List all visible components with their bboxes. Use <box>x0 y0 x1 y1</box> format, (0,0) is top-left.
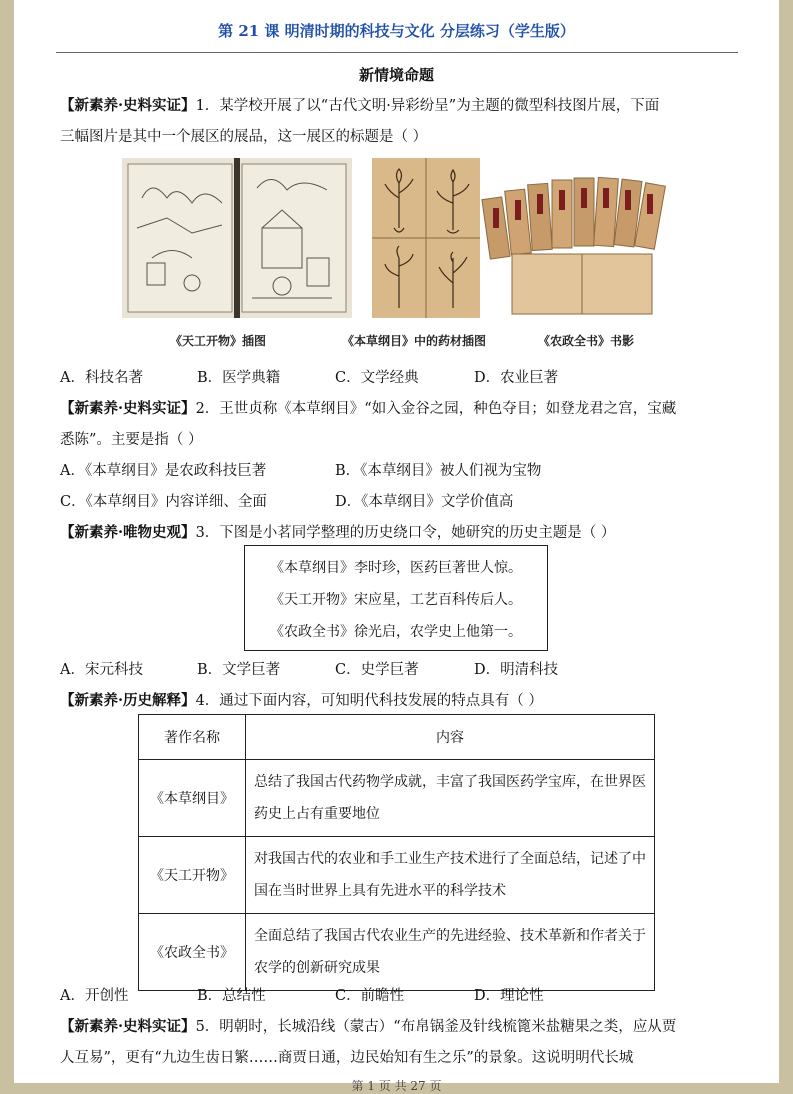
table-header-row <box>139 715 655 760</box>
q5-tag: 【新素养·史料实证】 <box>60 1018 196 1035</box>
image-caption-1: 《天工开物》插图 <box>170 334 267 348</box>
herb-illustration <box>372 158 480 318</box>
poem-line-3: 《农政全书》徐光启，农学史上他第一。 <box>270 624 522 640</box>
q1-line1 <box>60 94 659 115</box>
q1-option-d[interactable]: D．农业巨著 <box>474 370 559 386</box>
page-number: 第 1 页 共 27 页 <box>351 1079 442 1093</box>
works-table <box>138 714 655 991</box>
q2-option-b[interactable]: B．《本草纲目》被人们视为宝物 <box>335 463 542 479</box>
q4-option-b[interactable]: B．总结性 <box>197 988 266 1004</box>
table-row <box>139 914 655 991</box>
table-cell-name: 《本草纲目》 <box>139 760 246 837</box>
image-caption-3: 《农政全书》书影 <box>538 334 635 348</box>
poem-line-1: 《本草纲目》李时珍，医药巨著世人惊。 <box>270 560 522 576</box>
q2-option-d[interactable]: D．《本草纲目》文学价值高 <box>335 494 514 510</box>
q4-tag: 【新素养·历史解释】 <box>60 692 196 709</box>
table-header-content: 内容 <box>246 715 655 760</box>
q1-option-c[interactable]: C．文学经典 <box>335 370 419 386</box>
nongzheng-quanshu-book-photo <box>482 158 674 318</box>
table-header-name: 著作名称 <box>139 715 246 760</box>
q3-text1: 3．下图是小茗同学整理的历史绕口令，她研究的历史主题是（ ） <box>195 525 616 541</box>
q1-option-b[interactable]: B．医学典籍 <box>197 370 281 386</box>
header-divider <box>56 52 738 53</box>
poem-line-2: 《天工开物》宋应星，工艺百科传后人。 <box>270 592 522 608</box>
q3-option-d[interactable]: D．明清科技 <box>474 662 559 678</box>
q4-options <box>60 984 544 1005</box>
worksheet-page <box>14 0 779 1093</box>
q2-tag: 【新素养·史料实证】 <box>60 400 196 417</box>
q4-option-d[interactable]: D．理论性 <box>474 988 544 1004</box>
q1-line2: 三幅图片是其中一个展区的展品，这一展区的标题是（ ） <box>60 129 428 145</box>
table-cell-content: 对我国古代的农业和手工业生产技术进行了全面总结，记述了中国在当时世界上具有先进水平的科学技术 <box>246 837 655 914</box>
q5-line2: 人互易”，更有“九边生齿日繁……商贾日通，边民始知有生之乐”的景象。这说明明代长城 <box>60 1050 634 1066</box>
q5-line1 <box>60 1015 676 1036</box>
page-title: 第 21 课 明清时期的科技与文化 分层练习（学生版） <box>218 22 575 40</box>
q4-line1 <box>60 689 543 710</box>
q2-line2: 悉陈”。主要是指（ ） <box>60 432 203 448</box>
q5-text1: 5．明朝时，长城沿线（蒙古）“布帛锅釜及针线梳篦米盐糖果之类，应从贾 <box>195 1019 677 1035</box>
q3-option-b[interactable]: B．文学巨著 <box>197 662 281 678</box>
q4-text1: 4．通过下面内容，可知明代科技发展的特点具有（ ） <box>195 693 543 709</box>
q2-option-a[interactable]: A．《本草纲目》是农政科技巨著 <box>60 463 267 479</box>
q2-options-row1 <box>60 459 541 480</box>
tongue-twister-box <box>244 545 548 651</box>
q4-option-a[interactable]: A．开创性 <box>60 988 129 1004</box>
q1-options <box>60 366 558 387</box>
table-cell-content: 全面总结了我国古代农业生产的先进经验、技术革新和作者关于农学的创新研究成果 <box>246 914 655 991</box>
q3-options <box>60 658 558 679</box>
q3-line1 <box>60 521 615 542</box>
q2-line1 <box>60 397 676 418</box>
q3-option-a[interactable]: A．宋元科技 <box>60 662 143 678</box>
q1-text1: 1．某学校开展了以“古代文明·异彩纷呈”为主题的微型科技图片展，下面 <box>195 98 660 114</box>
table-row <box>139 837 655 914</box>
section-title: 新情境命题 <box>358 66 434 84</box>
q2-options-row2 <box>60 490 513 511</box>
image-caption-2: 《本草纲目》中的药材插图 <box>342 334 487 348</box>
q2-option-c[interactable]: C．《本草纲目》内容详细、全面 <box>60 494 267 510</box>
q1-tag: 【新素养·史料实证】 <box>60 97 196 114</box>
table-row <box>139 760 655 837</box>
table-cell-name: 《天工开物》 <box>139 837 246 914</box>
q3-tag: 【新素养·唯物史观】 <box>60 524 196 541</box>
table-cell-name: 《农政全书》 <box>139 914 246 991</box>
q1-option-a[interactable]: A．科技名著 <box>60 370 143 386</box>
q2-text1: 2．王世贞称《本草纲目》“如入金谷之园，种色夺目；如登龙君之宫，宝藏 <box>195 401 677 417</box>
table-cell-content: 总结了我国古代药物学成就，丰富了我国医药学宝库，在世界医药史上占有重要地位 <box>246 760 655 837</box>
tiangong-kaiwu-illustration <box>122 158 352 318</box>
q3-option-c[interactable]: C．史学巨著 <box>335 662 419 678</box>
q4-option-c[interactable]: C．前瞻性 <box>335 988 405 1004</box>
